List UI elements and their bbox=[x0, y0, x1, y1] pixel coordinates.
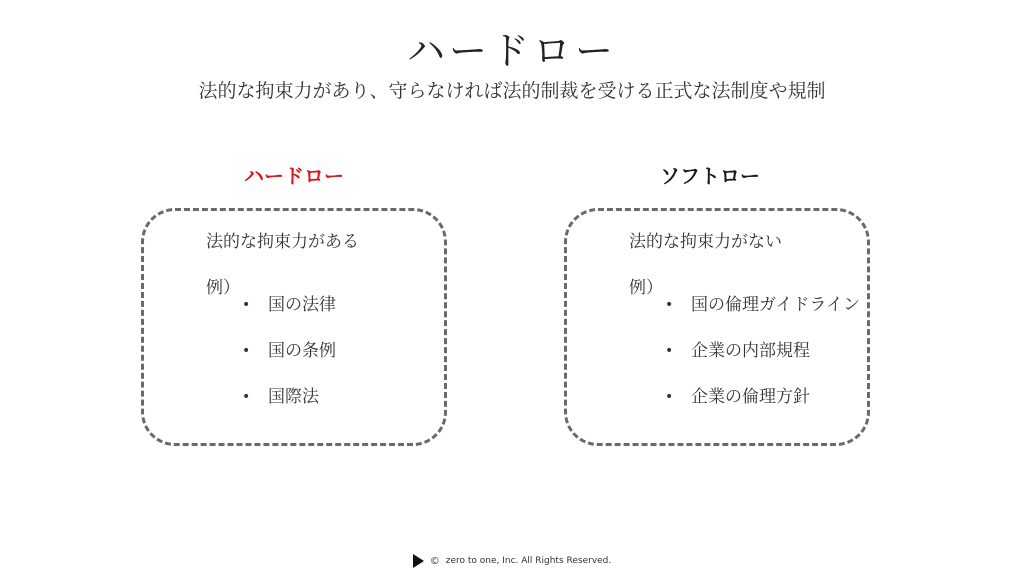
page-subtitle: 法的な拘束力があり、守らなければ法的制裁を受ける正式な法制度や規制 bbox=[198, 80, 826, 102]
list-item-label: 国の法律 bbox=[268, 295, 336, 315]
list-item bbox=[665, 385, 860, 431]
hard-law-box bbox=[141, 208, 447, 446]
soft-law-description: 法的な拘束力がない bbox=[629, 232, 782, 252]
list-item bbox=[242, 293, 336, 339]
soft-law-example-label: 例） bbox=[629, 278, 663, 298]
soft-law-heading: ソフトロー bbox=[660, 164, 760, 188]
page-title: ハードロー bbox=[406, 29, 617, 73]
copyright-symbol: © bbox=[429, 555, 440, 567]
list-item-label: 企業の内部規程 bbox=[691, 341, 810, 361]
soft-law-box bbox=[564, 208, 870, 446]
list-item bbox=[665, 293, 860, 339]
copyright-text: zero to one, Inc. All Rights Reserved. bbox=[445, 556, 612, 566]
list-item-label: 企業の倫理方針 bbox=[691, 387, 810, 407]
bullet-icon: • bbox=[242, 343, 251, 359]
hard-law-example-list bbox=[242, 293, 336, 431]
hard-law-description: 法的な拘束力がある bbox=[206, 232, 359, 252]
list-item-label: 国際法 bbox=[268, 387, 319, 407]
bullet-icon: • bbox=[242, 389, 251, 405]
list-item bbox=[242, 339, 336, 385]
hard-law-heading: ハードロー bbox=[244, 164, 344, 188]
list-item-label: 国の倫理ガイドライン bbox=[691, 295, 860, 315]
list-item-label: 国の条例 bbox=[268, 341, 336, 361]
hard-law-example-label: 例） bbox=[206, 278, 240, 298]
bullet-icon: • bbox=[665, 389, 674, 405]
list-item bbox=[242, 385, 336, 431]
play-logo-icon bbox=[413, 554, 424, 568]
soft-law-example-list bbox=[665, 293, 860, 431]
bullet-icon: • bbox=[665, 297, 674, 313]
bullet-icon: • bbox=[242, 297, 251, 313]
footer bbox=[0, 554, 1024, 568]
bullet-icon: • bbox=[665, 343, 674, 359]
list-item bbox=[665, 339, 860, 385]
